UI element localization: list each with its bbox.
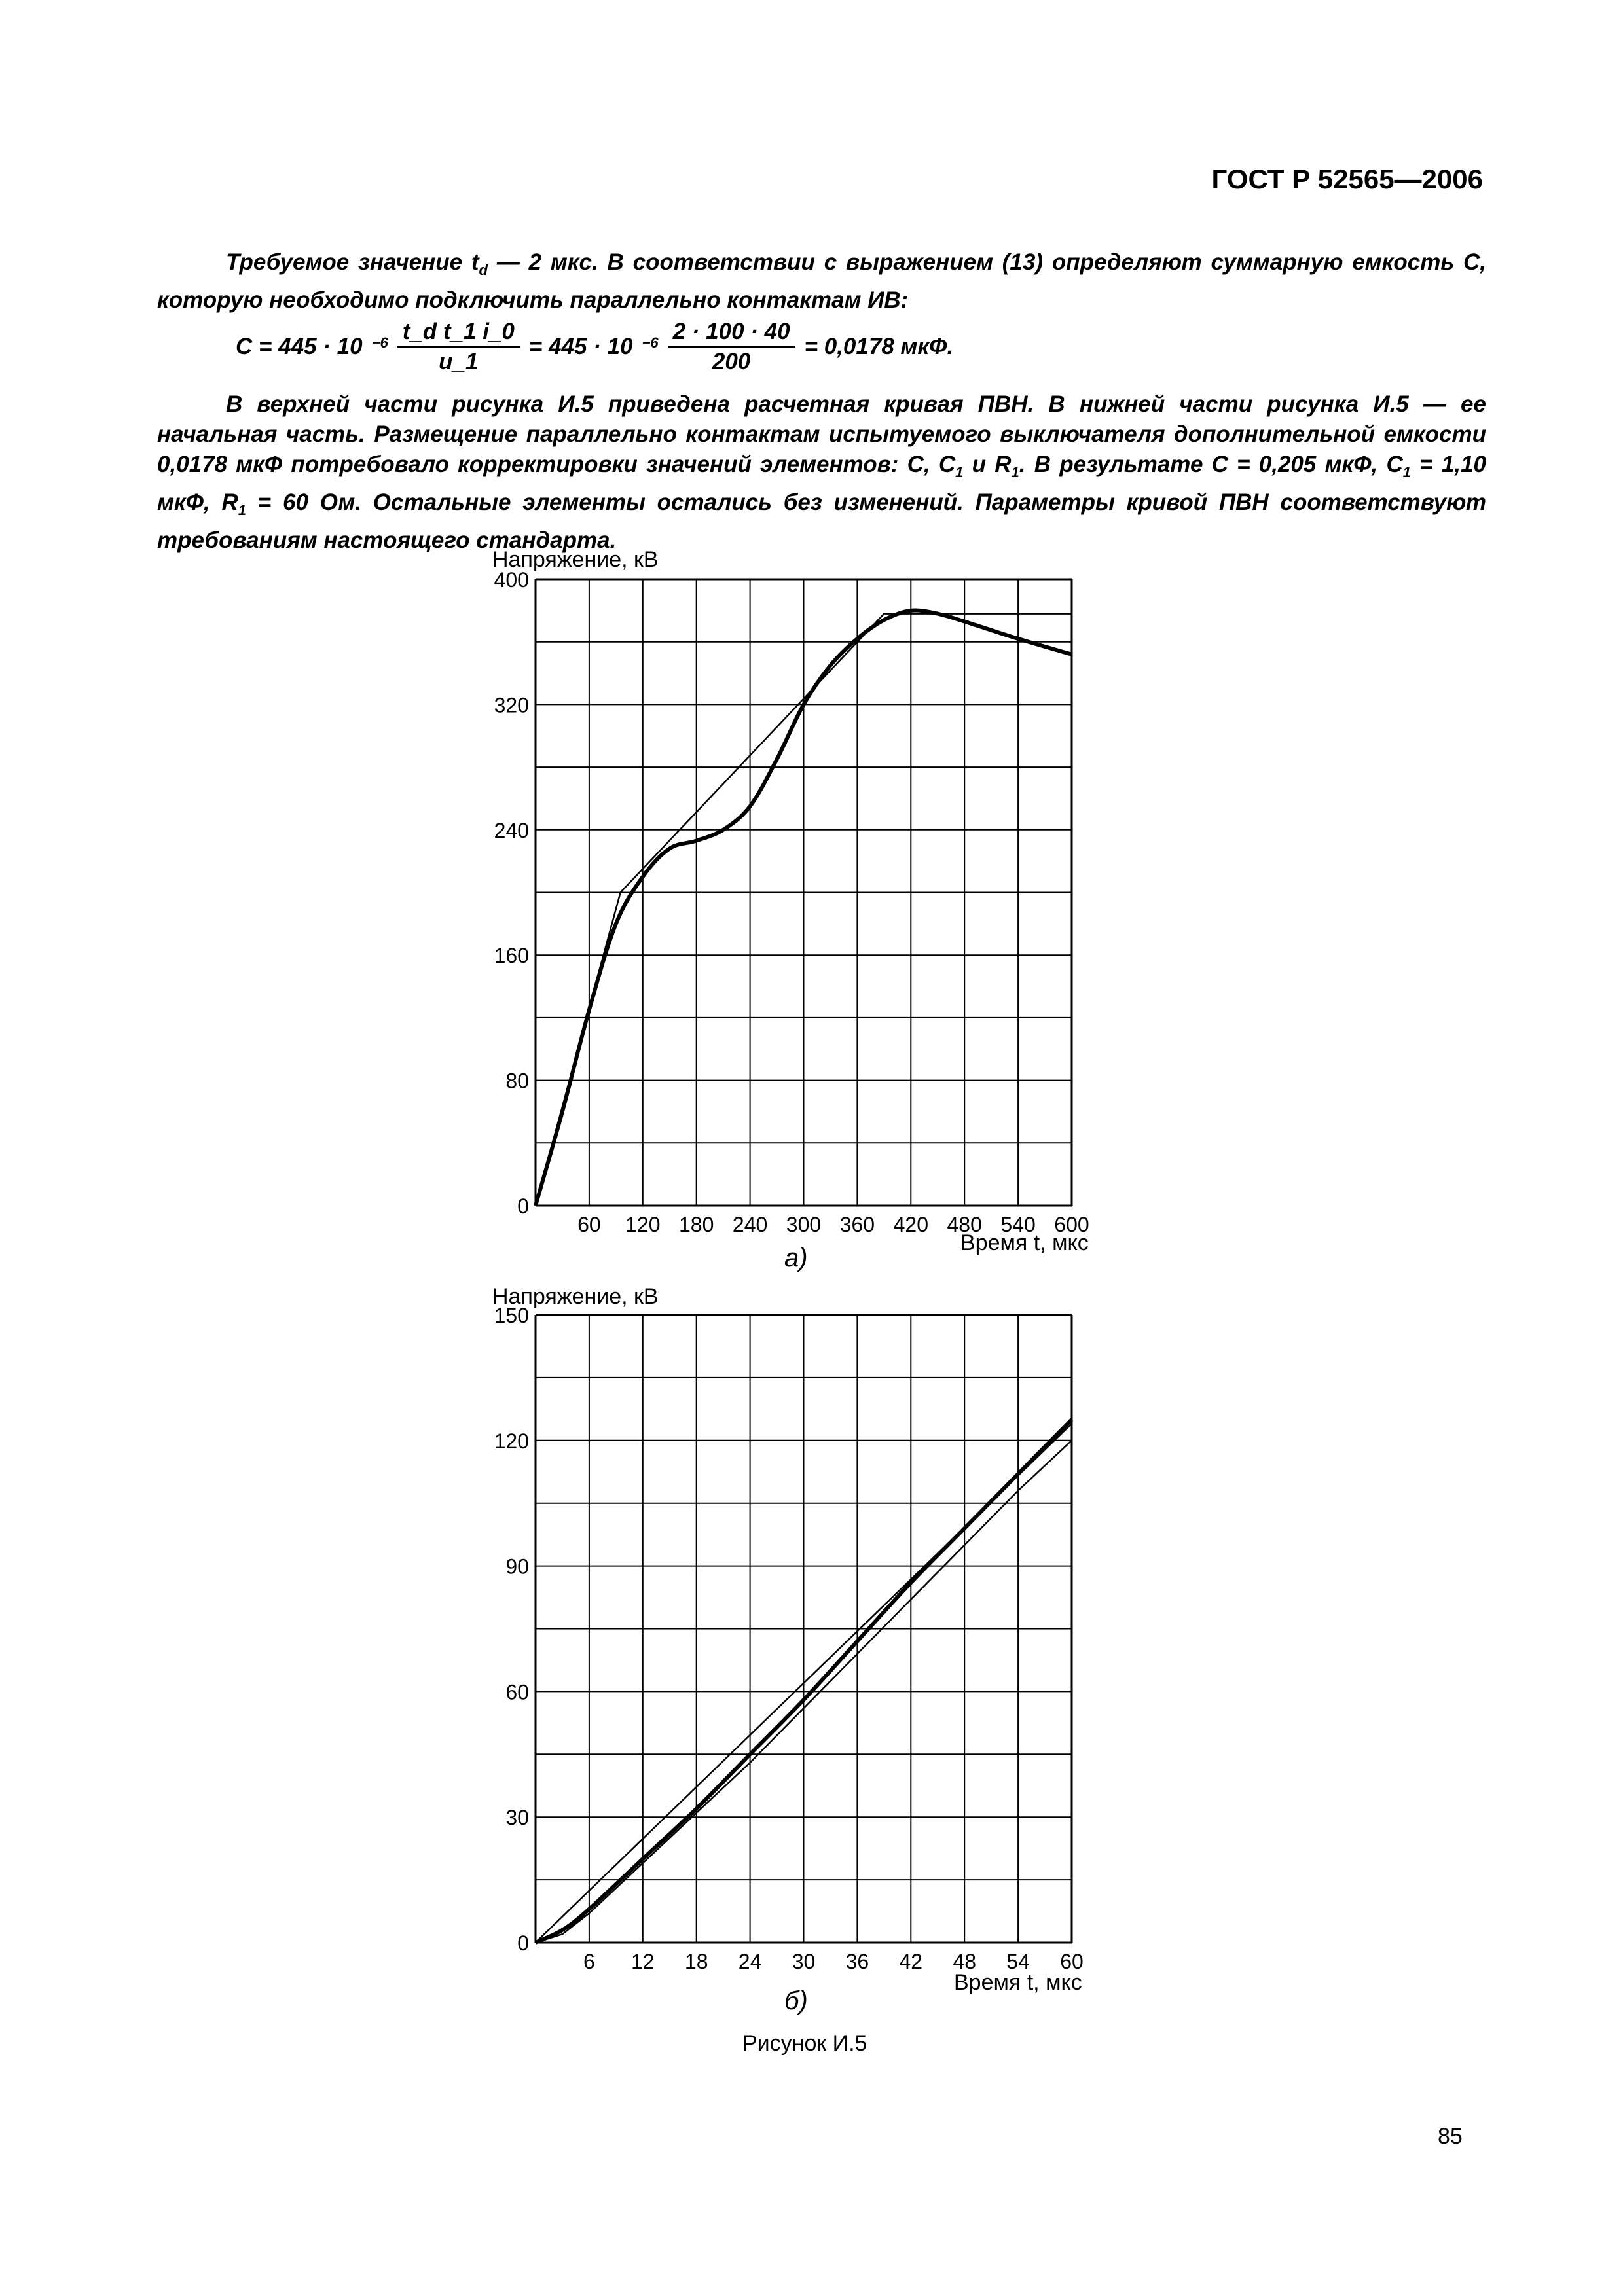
formula-frac2-num: 2 · 100 · 40: [668, 319, 795, 348]
chart-a-x-tick-label: 180: [679, 1213, 714, 1236]
chart-b-x-tick-label: 48: [953, 1950, 976, 1973]
formula-exp-2: −6: [642, 334, 659, 351]
chart-a-x-tick-label: 120: [625, 1213, 661, 1236]
chart-b-y-tick-label: 60: [505, 1680, 529, 1704]
chart-a-series-line-2: [536, 614, 1072, 1206]
chart-a-x-tick-label: 600: [1054, 1213, 1089, 1236]
chart-a-x-tick-label: 540: [1000, 1213, 1036, 1236]
page-number: 85: [1438, 2124, 1463, 2149]
description-text-e: = 60 Ом. Остальные элементы остались без изменений. Параметры кривой ПВН соответствуют требованиям настоящего стандарта.: [157, 490, 1486, 553]
chart-a-x-tick-label: 300: [786, 1213, 822, 1236]
capacitance-formula: [236, 311, 953, 383]
chart-b-y-tick-label: 0: [517, 1931, 529, 1955]
chart-b-x-tick-label: 12: [631, 1950, 655, 1973]
chart-a-y-tick-label: 320: [494, 693, 529, 717]
formula-lhs: С = 445 · 10: [236, 334, 363, 359]
chart-b-x-tick-label: 42: [899, 1950, 923, 1973]
description-sub-1: 1: [955, 464, 964, 480]
chart-b-series-line-2: [536, 1424, 1072, 1943]
chart-a-x-tick-label: 420: [893, 1213, 928, 1236]
chart-a-x-tick-label: 240: [732, 1213, 768, 1236]
formula-frac1-num: t_d t_1 i_0: [397, 319, 520, 348]
chart-a-y-tick-label: 400: [494, 568, 529, 592]
chart-b-y-tick-label: 120: [494, 1429, 529, 1453]
chart-b-xlabel: Время t, мкс: [954, 1970, 1082, 1995]
chart-b-panel-label: б): [784, 1986, 808, 2015]
chart-a-y-tick-label: 240: [494, 818, 529, 842]
chart-b-plot: [494, 1304, 1084, 1973]
formula-frac2-den: 200: [712, 349, 751, 374]
chart-b-x-tick-label: 24: [738, 1950, 762, 1973]
formula-fraction-2: [668, 319, 795, 375]
chart-a-y-tick-label: 160: [494, 944, 529, 968]
chart-a-xlabel: Время t, мкс: [960, 1230, 1089, 1255]
chart-b-x-tick-label: 18: [684, 1950, 708, 1973]
chart-b-series-line-3: [536, 1441, 1072, 1943]
description-sub-4: 1: [238, 502, 246, 518]
document-id-header: ГОСТ Р 52565—2006: [1211, 164, 1483, 194]
formula-frac1-den: u_1: [439, 349, 479, 374]
intro-text-a: Требуемое значение t: [226, 249, 479, 275]
chart-a-x-tick-label: 360: [839, 1213, 875, 1236]
intro-text-b: — 2 мкс. В соответствии с выражением (13) определяют суммарную емкость С, которую необходимо подключить параллельно контактам ИВ:: [157, 249, 1486, 313]
intro-paragraph: [157, 247, 1486, 315]
chart-b-x-tick-label: 30: [792, 1950, 816, 1973]
chart-b-y-tick-label: 30: [505, 1806, 529, 1830]
intro-text-sub: d: [479, 262, 488, 278]
figure-caption: Рисунок И.5: [742, 2031, 867, 2056]
description-text-a: В верхней части рисунка И.5 приведена расчетная кривая ПВН. В нижней части рисунка И.5 — ее начальная часть. Размещение параллельно контактам испытуемого выключателя дополнительной емкости 0,0178 мкФ потребовало корректировки значений элементов: С, С: [157, 391, 1486, 477]
chart-a-ylabel: Напряжение, кВ: [492, 547, 659, 572]
formula-fraction-1: [397, 319, 520, 375]
description-text-b: и R: [963, 452, 1012, 477]
formula-exp-1: −6: [371, 334, 388, 351]
chart-b-ylabel: Напряжение, кВ: [492, 1284, 659, 1309]
description-text-c: . В результате С = 0,205 мкФ, С: [1019, 452, 1403, 477]
chart-a-x-tick-label: 60: [577, 1213, 601, 1236]
description-paragraph: [157, 389, 1486, 556]
formula-result: = 0,0178 мкФ.: [804, 334, 954, 359]
chart-a-panel-label: а): [784, 1244, 808, 1272]
chart-b-y-tick-label: 90: [505, 1554, 529, 1579]
chart-b-series-line-1: [536, 1420, 1072, 1943]
chart-b-x-tick-label: 60: [1060, 1950, 1084, 1973]
description-text-d: = 1,10 мкФ, R: [157, 452, 1487, 515]
chart-b-x-tick-label: 36: [845, 1950, 869, 1973]
chart-b-x-tick-label: 54: [1006, 1950, 1030, 1973]
chart-a-plot: [494, 568, 1089, 1236]
chart-b-x-tick-label: 6: [583, 1950, 595, 1973]
chart-a-y-tick-label: 0: [517, 1194, 529, 1218]
chart-b-y-tick-label: 150: [494, 1304, 529, 1327]
chart-a-x-tick-label: 480: [947, 1213, 982, 1236]
description-sub-2: 1: [1011, 464, 1019, 480]
chart-a-y-tick-label: 80: [505, 1069, 529, 1093]
chart-a-series-line-1: [536, 610, 1072, 1206]
description-sub-3: 1: [1402, 464, 1412, 480]
formula-mid: = 445 · 10: [528, 334, 633, 359]
